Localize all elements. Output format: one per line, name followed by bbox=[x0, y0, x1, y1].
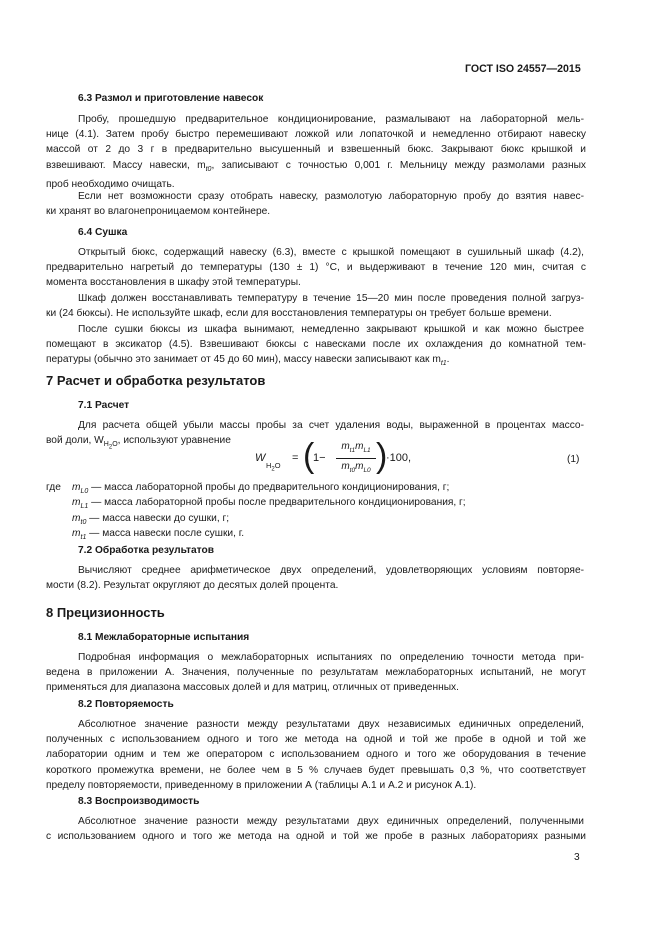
text-line: Подробная информация о межлабораторных испытаниях по определению точности метода при- bbox=[78, 652, 584, 663]
text-line: с использованием одного и того же метода на одной и той же пробе в разных лабораториях разными bbox=[46, 831, 586, 842]
text-line: применяться для диапазона массовых долей и для матриц, отличных от приведенных. bbox=[46, 682, 459, 694]
subscript: t0 bbox=[205, 165, 212, 173]
text-fragment: вой доли, W bbox=[46, 435, 104, 446]
section-6-4-title: 6.4 Сушка bbox=[78, 227, 128, 238]
section-8-2-paragraph bbox=[78, 717, 584, 732]
numerator-symbol: m bbox=[355, 441, 364, 452]
section-6-3-title: 6.3 Размол и приготовление навесок bbox=[78, 93, 264, 104]
text-line: проб необходимо очищать. bbox=[46, 179, 175, 191]
subscript: t1 bbox=[440, 360, 447, 368]
section-8-3-title: 8.3 Воспроизводимость bbox=[78, 796, 200, 807]
text-line: пределу повторяемости, приведенному в приложении А (таблицы А.1 и А.2 и рисунок А.1). bbox=[46, 780, 477, 792]
numerator-symbol: m bbox=[341, 441, 350, 452]
text-line: полученных с использованием одного и того же метода на одной и той же пробе в одной и той же bbox=[46, 734, 586, 745]
formula-times-100: ·100, bbox=[386, 452, 412, 464]
subscript bbox=[103, 441, 118, 451]
text-line: Шкаф должен восстанавливать температуру в течение 15—20 мин после проведения полной загруз- bbox=[78, 293, 584, 304]
denominator-sub: t0 bbox=[349, 467, 356, 474]
section-7-2-title: 7.2 Обработка результатов bbox=[78, 545, 215, 556]
text-fragment: пературы (обычно это занимает от 45 до 60 мин), массу навески записывают как m bbox=[46, 354, 441, 366]
text-line: момента восстановления в шкафу этой температуры. bbox=[46, 277, 301, 289]
formula-one-minus: 1− bbox=[313, 452, 326, 464]
document-header: ГОСТ ISO 24557—2015 bbox=[465, 63, 581, 75]
section-8-title: 8 Прецизионность bbox=[46, 605, 165, 620]
section-7-1-paragraph bbox=[78, 418, 584, 433]
text-line: Абсолютное значение разности между результатами двух независимых единичных определений, bbox=[78, 719, 584, 730]
section-6-3-paragraph-1 bbox=[78, 112, 584, 127]
where-symbol: m bbox=[72, 512, 81, 524]
where-symbol: m bbox=[72, 528, 81, 540]
text-line: ки (24 бюксы). Не используйте шкаф, если для восстановления температуры он требует больше времени. bbox=[46, 308, 552, 319]
section-6-4-paragraph-3-cont bbox=[46, 337, 586, 372]
equation-1 bbox=[255, 438, 555, 484]
subscript-part: 2 bbox=[108, 444, 113, 451]
text-line: мости (8.2). Результат округляют до десятых долей процента. bbox=[46, 580, 339, 591]
subscript-part: 2 bbox=[271, 466, 275, 473]
where-text: — масса навески после сушки, г. bbox=[86, 528, 245, 540]
section-8-2-paragraph-cont bbox=[46, 732, 586, 794]
section-6-4-paragraph-1-cont bbox=[46, 260, 586, 291]
text-line: массой от 2 до 3 г в предварительно высушенный и взвешенный бюкс. Закрывают бюкс крышкой и bbox=[46, 144, 586, 156]
text-line bbox=[46, 158, 586, 177]
section-6-3-paragraph-2 bbox=[78, 189, 584, 204]
section-8-3-paragraph bbox=[78, 814, 584, 829]
where-sub: t0 bbox=[80, 518, 87, 526]
formula-equals: = bbox=[292, 452, 299, 464]
subscript-part: H bbox=[103, 441, 109, 449]
right-paren: ) bbox=[376, 437, 388, 475]
formula-denominator bbox=[335, 461, 377, 477]
subscript-part: H bbox=[266, 461, 272, 470]
where-symbol: m bbox=[72, 497, 81, 509]
text-line: После сушки бюксы из шкафа вынимают, немедленно закрывают крышкой и как можно быстрее bbox=[78, 324, 584, 335]
where-list bbox=[72, 480, 592, 542]
where-item bbox=[72, 511, 592, 526]
section-8-1-paragraph-cont bbox=[46, 665, 586, 696]
text-line bbox=[46, 352, 586, 371]
text-line: Открытый бюкс, содержащий навеску (6.3), вместе с крышкой помещают в сушильный шкаф (4.2), bbox=[78, 247, 584, 258]
section-6-3-paragraph-1-cont bbox=[46, 127, 586, 193]
section-8-3-paragraph-cont bbox=[46, 829, 586, 844]
text-line: короткого промежутка времени, не более чем в 5 % случаев будет превышать 0,3 %, что соответствует bbox=[46, 764, 586, 776]
numerator-sub: t1 bbox=[349, 447, 356, 454]
where-text: — масса лабораторной пробы после предварительного кондиционирования, г; bbox=[88, 497, 466, 509]
section-6-4-paragraph-3 bbox=[78, 322, 584, 337]
where-label: где bbox=[46, 482, 61, 493]
text-line: Вычисляют среднее арифметическое двух определений, удовлетворяющих условиям повторяе- bbox=[78, 565, 584, 576]
denominator-sub: L0 bbox=[363, 467, 371, 474]
section-7-title: 7 Расчет и обработка результатов bbox=[46, 373, 266, 388]
section-6-4-paragraph-1 bbox=[78, 245, 584, 260]
text-line: Для расчета общей убыли массы пробы за счет удаления воды, выраженной в процентах массо- bbox=[78, 420, 584, 431]
section-8-1-paragraph bbox=[78, 650, 584, 665]
subscript-part: O bbox=[112, 441, 118, 449]
text-line: Абсолютное значение разности между результатами двух единичных определений, полученными bbox=[78, 816, 584, 827]
where-text: — масса навески до сушки, г; bbox=[86, 512, 230, 524]
section-6-4-paragraph-2-cont bbox=[46, 306, 586, 321]
section-8-2-title: 8.2 Повторяемость bbox=[78, 699, 174, 710]
text-line: ведена в приложении А. Значения, полученные по результатам межлабораторных испытаний, не могут bbox=[46, 667, 586, 678]
denominator-symbol: m bbox=[341, 461, 350, 472]
formula-numerator bbox=[335, 441, 377, 457]
text-line: помещают в эксикатор (4.5). Взвешивают бюксы с навесками после их охлаждения до комнатной тем- bbox=[46, 339, 586, 350]
text-line: лаборатории одним и тем же оператором с использованием одного и того же оборудования в течение bbox=[46, 749, 586, 761]
denominator-symbol: m bbox=[355, 461, 364, 472]
numerator-sub: L1 bbox=[363, 447, 371, 454]
section-6-3-paragraph-2-cont bbox=[46, 204, 586, 219]
where-item bbox=[72, 480, 592, 495]
page-number: 3 bbox=[574, 852, 580, 863]
where-sub: L0 bbox=[80, 488, 89, 496]
where-item bbox=[72, 495, 592, 510]
text-line: ки хранят во влагонепроницаемом контейнере. bbox=[46, 206, 271, 217]
text-fragment: , используют уравнение bbox=[117, 435, 231, 446]
where-symbol: m bbox=[72, 482, 81, 493]
text-line: Пробу, прошедшую предварительное кондиционирование, размалывают на лабораторной мель- bbox=[78, 114, 584, 125]
section-7-2-paragraph bbox=[78, 563, 584, 578]
text-fragment: . bbox=[446, 354, 450, 366]
where-text: — масса лабораторной пробы до предварительного кондиционирования, г; bbox=[88, 482, 450, 493]
formula-lhs-sub bbox=[266, 458, 281, 478]
section-6-4-paragraph-2 bbox=[78, 291, 584, 306]
text-line: нице (4.1). Затем пробу быстро перемешивают ложкой или лопаточкой и немедленно отбирают навеску bbox=[46, 129, 586, 140]
left-paren: ( bbox=[303, 437, 315, 475]
text-line: предварительно нагретый до температуры (130 ± 1) °С, и выдерживают в течение 120 мин, считая с bbox=[46, 262, 586, 273]
where-sub: L1 bbox=[80, 503, 89, 511]
section-7-2-paragraph-cont bbox=[46, 578, 586, 593]
fraction-bar bbox=[336, 458, 376, 459]
section-8-1-title: 8.1 Межлабораторные испытания bbox=[78, 632, 250, 643]
subscript-part: O bbox=[274, 461, 281, 470]
where-sub: t1 bbox=[80, 534, 87, 542]
section-7-1-title: 7.1 Расчет bbox=[78, 400, 130, 411]
text-line: Если нет возможности сразу отобрать навеску, размолотую лабораторную пробу до взятия навес- bbox=[78, 191, 584, 202]
text-fragment: взвешивают. Массу навески, m bbox=[46, 159, 206, 171]
where-item bbox=[72, 526, 592, 541]
equation-number: (1) bbox=[567, 454, 580, 465]
formula-lhs: W bbox=[255, 452, 266, 464]
text-fragment: , записывают с точностью 0,001 г. Мельницу между размолами разных bbox=[211, 159, 586, 171]
